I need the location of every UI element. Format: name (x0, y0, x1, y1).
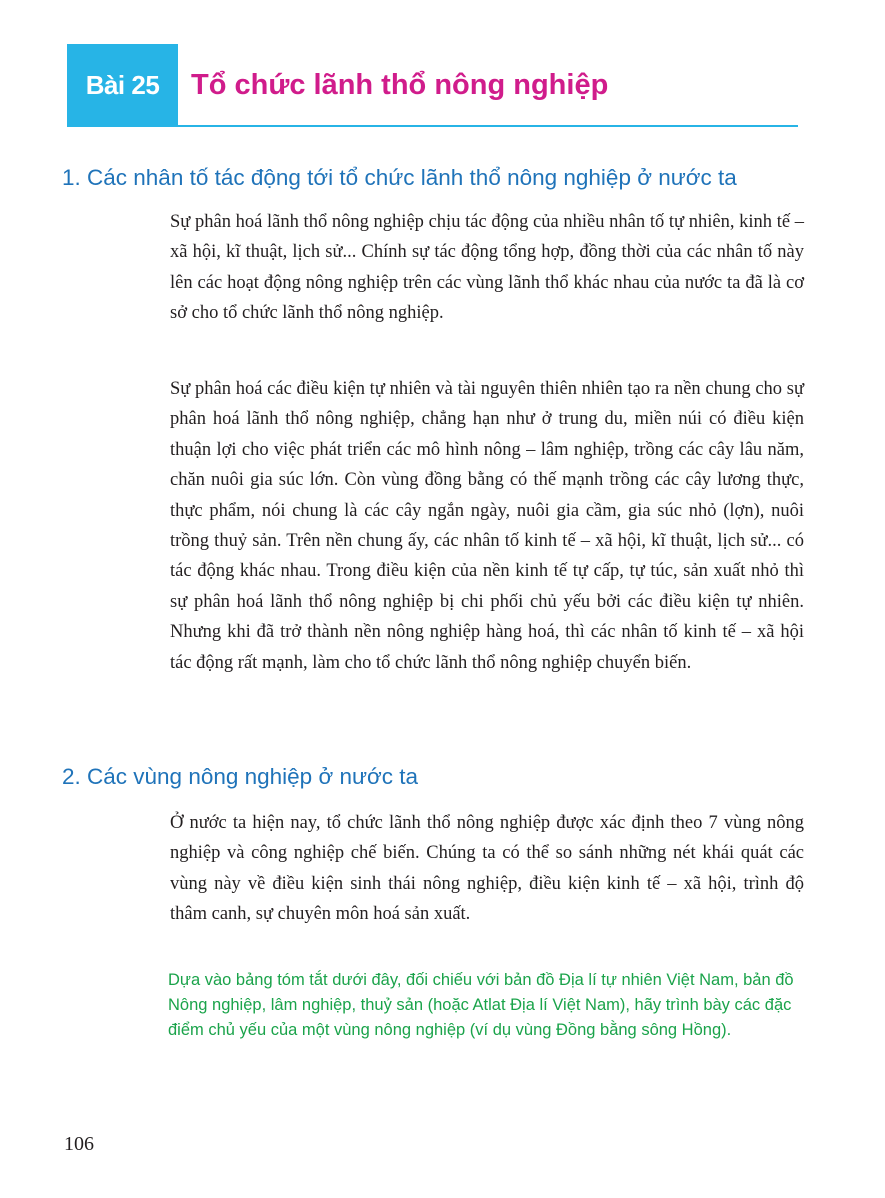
lesson-number-badge: Bài 25 (67, 44, 178, 127)
section-2-paragraph-1: Ở nước ta hiện nay, tổ chức lãnh thổ nông nghiệp được xác định theo 7 vùng nông nghiệp và công nghiệp chế biến. Chúng ta có thể so sánh những nét khái quát các vùng này về điều kiện sinh thái nông nghiệp, điều kiện kinh tế – xã hội, trình độ thâm canh, sự chuyên môn hoá sản xuất. (170, 813, 804, 925)
activity-prompt: Dựa vào bảng tóm tắt dưới đây, đối chiếu với bản đồ Địa lí tự nhiên Việt Nam, bản đồ Nông nghiệp, lâm nghiệp, thuỷ sản (hoặc Atlat Địa lí Việt Nam), hãy trình bày các đặc điểm chủ yếu của một vùng nông nghiệp (ví dụ vùng Đồng bằng sông Hồng). (168, 971, 794, 1039)
lesson-title: Tổ chức lãnh thổ nông nghiệp (191, 69, 609, 101)
section-1-heading: 1. Các nhân tố tác động tới tổ chức lãnh thổ nông nghiệp ở nước ta (62, 165, 737, 190)
section-1-paragraph-1: Sự phân hoá lãnh thổ nông nghiệp chịu tác động của nhiều nhân tố tự nhiên, kinh tế – xã hội, kĩ thuật, lịch sử... Chính sự tác động tổng hợp, đồng thời của các nhân tố này lên các hoạt động nông nghiệp trên các vùng lãnh thổ khác nhau của nước ta đã là cơ sở cho tổ chức lãnh thổ nông nghiệp. (170, 212, 804, 324)
section-2-heading: 2. Các vùng nông nghiệp ở nước ta (62, 764, 419, 789)
lesson-header (67, 44, 798, 127)
section-1-paragraph-2: Sự phân hoá các điều kiện tự nhiên và tài nguyên thiên nhiên tạo ra nền chung cho sự phân hoá lãnh thổ nông nghiệp, chẳng hạn như ở trung du, miền núi có điều kiện thuận lợi cho việc phát triển các mô hình nông – lâm nghiệp, trồng các cây lâu năm, chăn nuôi gia súc lớn. Còn vùng đồng bằng có thế mạnh trồng các cây lương thực, thực phẩm, nói chung là các cây ngắn ngày, nuôi gia cầm, gia súc nhỏ (lợn), nuôi trồng thuỷ sản. Trên nền chung ấy, các nhân tố kinh tế – xã hội, kĩ thuật, lịch sử... có tác động khác nhau. Trong điều kiện của nền kinh tế tự cấp, tự túc, sản xuất nhỏ thì sự phân hoá lãnh thổ nông nghiệp bị chi phối chủ yếu bởi các điều kiện tự nhiên. Nhưng khi đã trở thành nền nông nghiệp hàng hoá, thì các nhân tố kinh tế – xã hội tác động rất mạnh, làm cho tổ chức lãnh thổ nông nghiệp chuyển biến. (170, 379, 804, 673)
page-number: 106 (64, 1133, 94, 1155)
